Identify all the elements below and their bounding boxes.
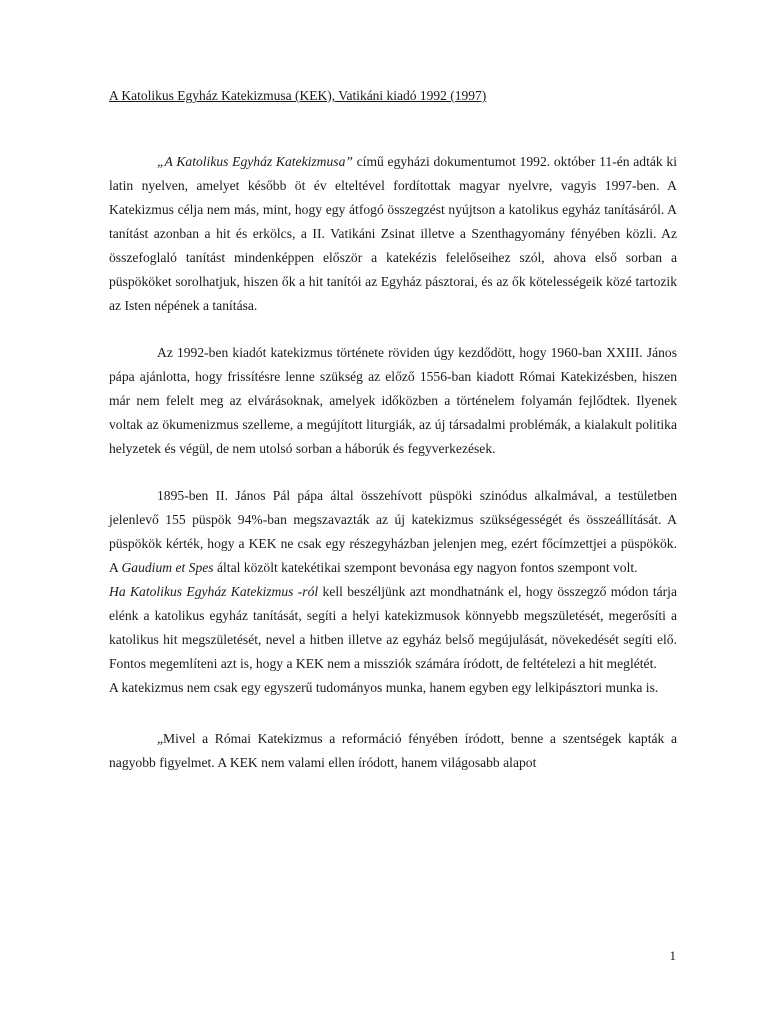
paragraph-1 xyxy=(109,150,677,318)
paragraph-3-italic: Gaudium et Spes xyxy=(121,560,214,575)
paragraph-3-text-before: 1895-ben II. János Pál pápa által összehívott püspöki szinódus alkalmával, a testületben jelenlevő 155 püspök 94%-ban megszavazták az új katekizmus szükségességét és összeállítását. A püspökök kérték, hogy a KEK ne csak egy részegyházban jelenjen meg, ezért főcímzettjei a püspökök. A xyxy=(109,488,677,575)
paragraph-5-text: A katekizmus nem csak egy egyszerű tudományos munka, hanem egyben egy lelkipásztori munka is. xyxy=(109,680,659,695)
paragraph-5 xyxy=(109,676,677,700)
paragraph-6-text: „Mivel a Római Katekizmus a reformáció fényében íródott, benne a szentségek kapták a nagyobb figyelmet. A KEK nem valami ellen íródott, hanem világosabb alapot xyxy=(109,731,677,770)
paragraph-3-text-after: által közölt katekétikai szempont bevonása egy nagyon fontos szempont volt. xyxy=(213,560,638,575)
paragraph-1-text: című egyházi dokumentumot 1992. október 11-én adták ki latin nyelven, amelyet később öt év elteltével fordítottak magyar nyelvre, vagyis 1997-ben. A Katekizmus célja nem más, mint, hogy egy átfogó összegzést nyújtson a katolikus egyház tanításáról. A tanítást azonban a hit és erkölcs, a II. Vatikáni Zsinat illetve a Szenthagyomány fényében közli. Az összefoglaló tanítást mindenképpen először a katekézis felelőseihez szól, ahova első sorban a püspököket sorolhatjuk, hiszen ők a hit tanítói az Egyház pásztorai, és az ők kötelességeik közé tartozik az Isten népének a tanítása. xyxy=(109,154,677,313)
paragraph-2 xyxy=(109,341,677,461)
paragraph-1-italic-lead: „A Katolikus Egyház Katekizmusa” xyxy=(157,154,353,169)
paragraph-6 xyxy=(109,727,677,775)
paragraph-3 xyxy=(109,484,677,580)
document-body xyxy=(109,150,677,775)
paragraph-4-text: kell beszéljünk azt mondhatnánk el, hogy összegző módon tárja elénk a katolikus egyház tanítását, segíti a helyi katekizmusok könnyebb megszületését, megerősíti a katolikus hit megszületését, nevel a hitben illetve az egyház belső megújulását, növekedését segíti elő. Fontos megemlíteni azt is, hogy a KEK nem a missziók számára íródott, de feltételezi a hit meglétét. xyxy=(109,584,677,671)
paragraph-4-italic-lead: Ha Katolikus Egyház Katekizmus -ról xyxy=(109,584,319,599)
document-title: A Katolikus Egyház Katekizmusa (KEK), Vatikáni kiadó 1992 (1997) xyxy=(109,88,487,103)
page-number: 1 xyxy=(669,948,676,963)
paragraph-4 xyxy=(109,580,677,676)
paragraph-2-text: Az 1992-ben kiadót katekizmus története röviden úgy kezdődött, hogy 1960-ban XXIII. János pápa ajánlotta, hogy frissítésre lenne szükség az előző 1556-ban kiadott Római Katekizésben, hiszen már nem felelt meg az elvárásoknak, amelyek időközben a történelem folyamán fejlődtek. Ilyenek voltak az ökumenizmus szelleme, a megújított liturgiák, az új társadalmi problémák, a kialakult politika helyzetek és végül, de nem utolsó sorban a háborúk és fegyverkezések. xyxy=(109,345,677,456)
